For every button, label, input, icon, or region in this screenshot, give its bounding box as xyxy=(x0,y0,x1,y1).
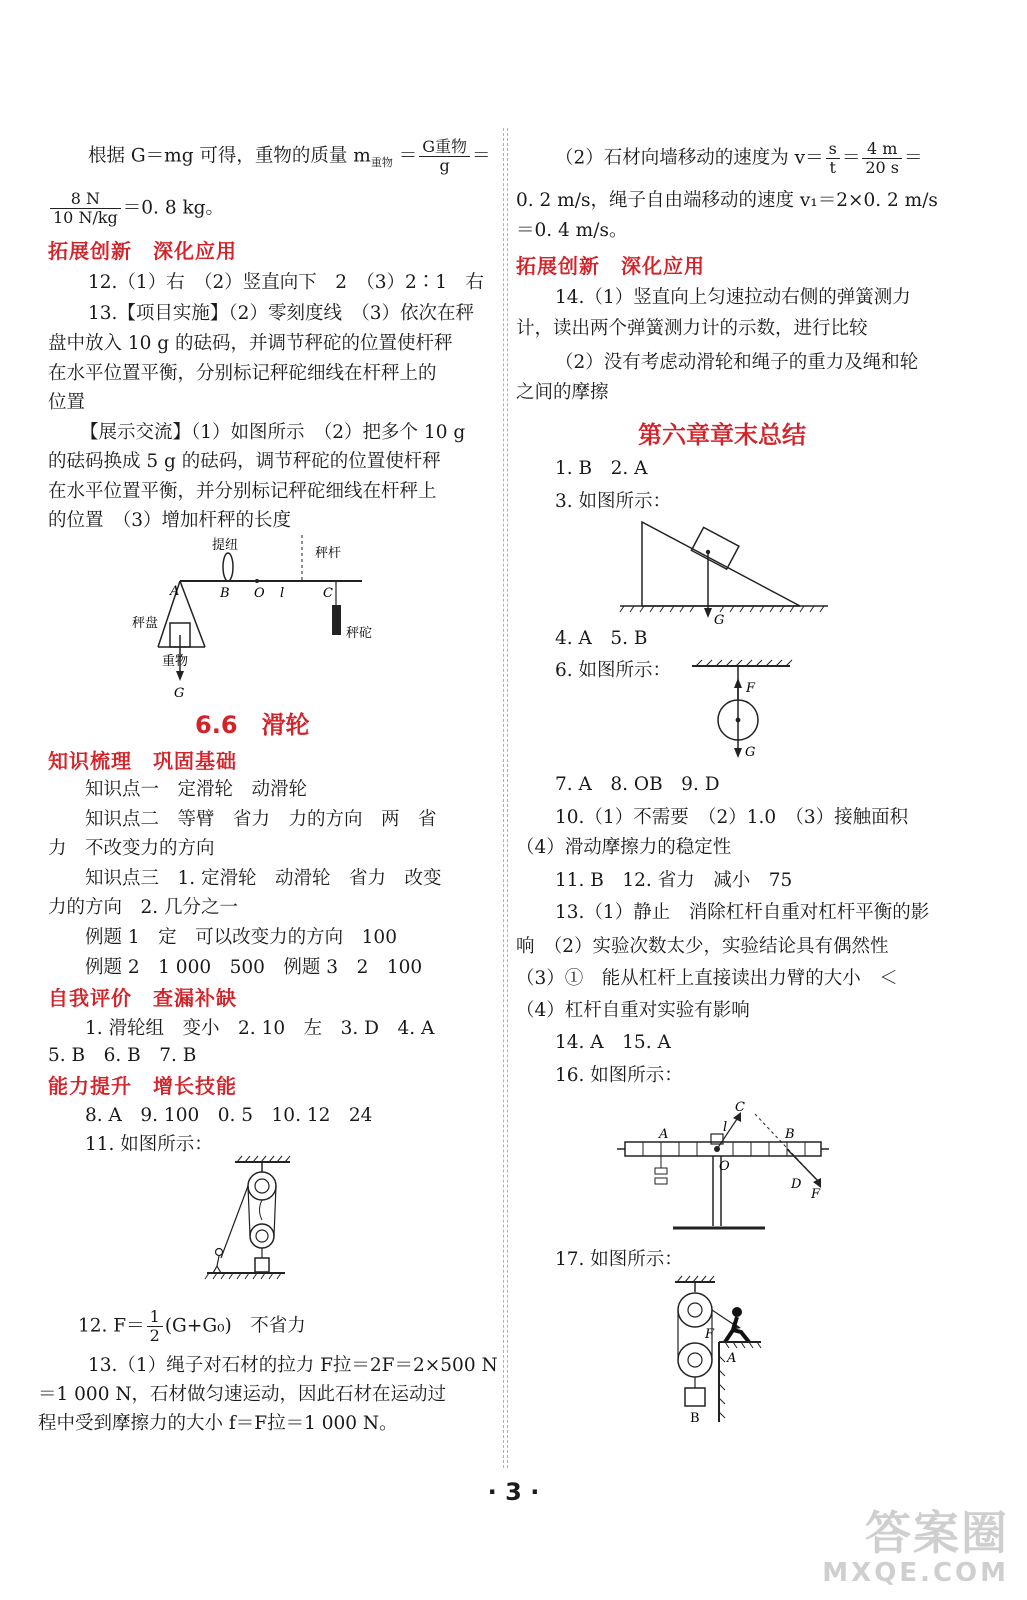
label-O: O xyxy=(719,1159,730,1174)
label-A: A xyxy=(659,1127,669,1142)
movable-pulley-hub xyxy=(256,1230,268,1242)
label-chengtuo: 秤砣 xyxy=(346,626,373,641)
numerator: 4 m xyxy=(862,140,902,159)
answer-line: 11. B 12. 省力 减小 75 xyxy=(555,870,793,891)
text: （2）石材向墙移动的速度为 v＝ xyxy=(555,147,824,169)
answer-line: 13.（1）静止 消除杠杆自重对杠杆平衡的影 xyxy=(555,902,930,923)
pulley-block-figure xyxy=(205,1158,315,1288)
section-heading: 拓展创新 深化应用 xyxy=(516,254,705,278)
man-pulley-figure xyxy=(655,1276,765,1426)
block xyxy=(691,527,739,569)
answer-line: ＝0. 4 m/s。 xyxy=(516,220,628,241)
answer-line: 力的方向 2. 几分之一 xyxy=(48,897,239,918)
answer-line: 知识点二 等臂 省力 力的方向 两 省 xyxy=(85,809,437,830)
answer-line: 在水平位置平衡，分别标记秤砣细线在杆秤上的 xyxy=(48,363,437,384)
answer-line: 12.（1）右 （2）竖直向下 2 （3）2∶1 右 xyxy=(88,272,485,293)
answer-line: 6. 如图所示： xyxy=(555,660,672,681)
section-heading: 知识梳理 巩固基础 xyxy=(48,749,237,773)
fraction xyxy=(826,140,840,177)
answer-line: 13.（1）绳子对石材的拉力 F拉＝2F＝2×500 N xyxy=(88,1355,498,1376)
fraction xyxy=(50,190,121,227)
answer-line: 响 （2）实验次数太少，实验结论具有偶然性 xyxy=(516,936,889,957)
incline xyxy=(642,522,800,606)
answer-line: 0. 2 m/s，绳子自由端移动的速度 v₁＝2×0. 2 m/s xyxy=(516,190,938,211)
column-divider xyxy=(507,128,508,1468)
column-divider xyxy=(503,128,504,1468)
answer-line: 14. A 15. A xyxy=(555,1032,671,1053)
wall-hatch xyxy=(719,1342,761,1418)
movable-pulley-hub xyxy=(688,1353,702,1367)
weight xyxy=(655,1178,667,1184)
denominator: t xyxy=(829,158,836,177)
subscript: 重物 xyxy=(370,156,393,170)
text: ＝ xyxy=(904,147,923,169)
person-body xyxy=(217,1256,219,1266)
fixed-pulley xyxy=(248,1172,276,1200)
watermark xyxy=(822,1508,1009,1588)
label-F: F xyxy=(746,681,756,696)
answer-line: 11. 如图所示： xyxy=(85,1134,213,1155)
steelyard-figure xyxy=(130,535,400,700)
label-chengpan: 秤盘 xyxy=(132,616,159,631)
label-zhongwu: 重物 xyxy=(162,654,189,669)
label-C: C xyxy=(323,586,333,601)
label-B: B xyxy=(690,1411,700,1426)
answer-line: 程中受到摩擦力的大小 f＝F拉＝1 000 N。 xyxy=(38,1413,398,1434)
answer-line: 计，读出两个弹簧测力计的示数，进行比较 xyxy=(516,318,868,339)
arm-line xyxy=(717,1116,739,1149)
label-A: A xyxy=(170,584,180,599)
denominator: 10 N/kg xyxy=(53,208,118,227)
arrow-head xyxy=(176,671,184,681)
numerator: 1 xyxy=(147,1308,163,1327)
answer-line: （4）杠杆自重对实验有影响 xyxy=(516,1000,750,1021)
answer-line: （3）① 能从杠杆上直接读出力臂的大小 ＜ xyxy=(516,968,898,989)
answer-line: 知识点三 1. 定滑轮 动滑轮 省力 改变 xyxy=(85,868,442,889)
watermark-url: MXQE.COM xyxy=(822,1558,1009,1588)
lever-figure xyxy=(615,1098,830,1238)
answer-line xyxy=(48,190,224,227)
fraction xyxy=(419,138,470,175)
section-heading: 能力提升 增长技能 xyxy=(48,1074,237,1098)
rope-free-end xyxy=(221,1186,248,1258)
answer-line: 的砝码换成 5 g 的砝码，调节秤砣的位置使杆秤 xyxy=(48,451,441,472)
arrow-head xyxy=(734,748,742,758)
fixed-pulley-hub xyxy=(255,1179,269,1193)
page-number: · 3 · xyxy=(487,1478,540,1506)
ground-hatch xyxy=(620,606,824,612)
answer-line: 3. 如图所示： xyxy=(555,491,672,512)
hook xyxy=(260,1200,263,1220)
movable-pulley xyxy=(250,1224,274,1248)
denominator: 20 s xyxy=(865,158,899,177)
answer-line xyxy=(78,1308,306,1345)
arrow-head xyxy=(734,678,742,688)
denominator: g xyxy=(439,156,450,175)
incline-figure xyxy=(620,518,830,628)
answer-line: 4. A 5. B xyxy=(555,628,648,649)
section-title: 第六章章末总结 xyxy=(638,421,806,449)
answer-line: 17. 如图所示： xyxy=(555,1249,683,1270)
movable-pulley xyxy=(678,1343,712,1377)
answer-line: 14.（1）竖直向上匀速拉动右侧的弹簧测力 xyxy=(555,287,911,308)
person-head xyxy=(216,1249,223,1256)
section-heading: 自我评价 查漏补缺 xyxy=(48,986,237,1010)
label-tizhu: 提纽 xyxy=(212,538,239,553)
answer-line: 在水平位置平衡，并分别标记秤砣细线在杆秤上 xyxy=(48,481,437,502)
arrow-head xyxy=(704,608,712,618)
answer-line: 的位置 （3）增加杆秤的长度 xyxy=(48,510,292,531)
label-l: l xyxy=(723,1120,728,1135)
label-C: C xyxy=(735,1100,745,1115)
text: (G+G₀) 不省力 xyxy=(164,1315,306,1337)
fraction xyxy=(862,140,902,177)
text: ＝ xyxy=(472,145,491,167)
numerator: s xyxy=(826,140,840,159)
watermark-title: 答案圈 xyxy=(865,1506,1009,1560)
numerator: G重物 xyxy=(419,138,470,157)
denominator: 2 xyxy=(149,1326,160,1345)
answer-line: 力 不改变力的方向 xyxy=(48,838,215,859)
answer-line: （2）石材向墙移动的速度为 v＝ $\frac{s}{t}$ ＝ $\frac{4 m}{20 s}$ ＝ xyxy=(555,139,923,177)
label-D: D xyxy=(791,1177,802,1192)
label-A: A xyxy=(727,1351,737,1366)
answer-line: 【展示交流】（1）如图所示 （2）把多个 10 g xyxy=(80,422,466,443)
pivot-point xyxy=(255,579,259,583)
label-G: G xyxy=(174,686,185,701)
label-O: O xyxy=(254,586,265,601)
pan-string xyxy=(180,581,205,647)
section-title: 6.6 滑轮 xyxy=(195,711,310,739)
label-F: F xyxy=(811,1187,821,1202)
label-B: B xyxy=(220,586,230,601)
label-G: G xyxy=(714,613,725,628)
answer-line: 13.【项目实施】（2）零刻度线 （3）依次在秤 xyxy=(88,303,474,324)
numerator: 8 N xyxy=(50,190,121,209)
label-F: F xyxy=(705,1327,715,1342)
answer-line: 之间的摩擦 xyxy=(516,382,609,403)
answer-line: 知识点一 定滑轮 动滑轮 xyxy=(85,779,308,800)
answer-line: 7. A 8. OB 9. D xyxy=(555,774,720,795)
answer-line: 16. 如图所示： xyxy=(555,1065,683,1086)
label-B: B xyxy=(785,1127,795,1142)
fixed-pulley xyxy=(678,1293,712,1327)
hanging-pulley-figure xyxy=(690,658,800,763)
answer-line: 8. A 9. 100 0. 5 10. 12 24 xyxy=(85,1105,373,1126)
answer-line: 1. B 2. A xyxy=(555,458,648,479)
answer-line: 10.（1）不需要 （2）1.0 （3）接触面积 xyxy=(555,807,909,828)
fixed-pulley-hub xyxy=(688,1303,702,1317)
weight xyxy=(655,1168,667,1174)
answer-line: （4）滑动摩擦力的稳定性 xyxy=(516,837,732,858)
answer-line: 位置 xyxy=(48,392,86,413)
load-box xyxy=(685,1388,705,1406)
answer-line: ＝1 000 N，石材做匀速运动，因此石材在运动过 xyxy=(38,1384,447,1405)
lifting-loop xyxy=(223,553,233,581)
load-box xyxy=(255,1258,269,1272)
text: 根据 G＝mg 可得，重物的质量 m xyxy=(88,145,371,167)
answer-line: 1. 滑轮组 变小 2. 10 左 3. D 4. A xyxy=(85,1018,435,1039)
person-leg xyxy=(217,1266,221,1273)
answer-line: 5. B 6. B 7. B xyxy=(48,1045,197,1066)
block-group xyxy=(691,527,739,569)
answer-line: 盘中放入 10 g 的砝码，并调节秤砣的位置使杆秤 xyxy=(48,333,453,354)
lever-ticks xyxy=(643,1142,805,1156)
answer-line: 例题 1 定 可以改变力的方向 100 xyxy=(85,927,397,948)
answer-line: （2）没有考虑动滑轮和绳子的重力及绳和轮 xyxy=(555,352,919,373)
person-leg xyxy=(213,1266,217,1273)
text: ＝0. 8 kg。 xyxy=(122,197,225,219)
person-head xyxy=(732,1307,742,1317)
text: 12. F＝ xyxy=(78,1315,145,1337)
label-l: l xyxy=(280,586,285,601)
answer-line: 根据 G＝mg 可得，重物的质量 $m_{重物}$ ＝ $\frac{\text{G重物}}{g}$ ＝ xyxy=(88,137,491,175)
answer-line: 例题 2 1 000 500 例题 3 2 100 xyxy=(85,957,423,978)
fraction xyxy=(147,1308,163,1345)
label-G: G xyxy=(745,745,756,760)
section-heading: 拓展创新 深化应用 xyxy=(48,239,237,263)
label-ganchen: 秤杆 xyxy=(315,546,342,561)
counterweight xyxy=(332,605,341,635)
